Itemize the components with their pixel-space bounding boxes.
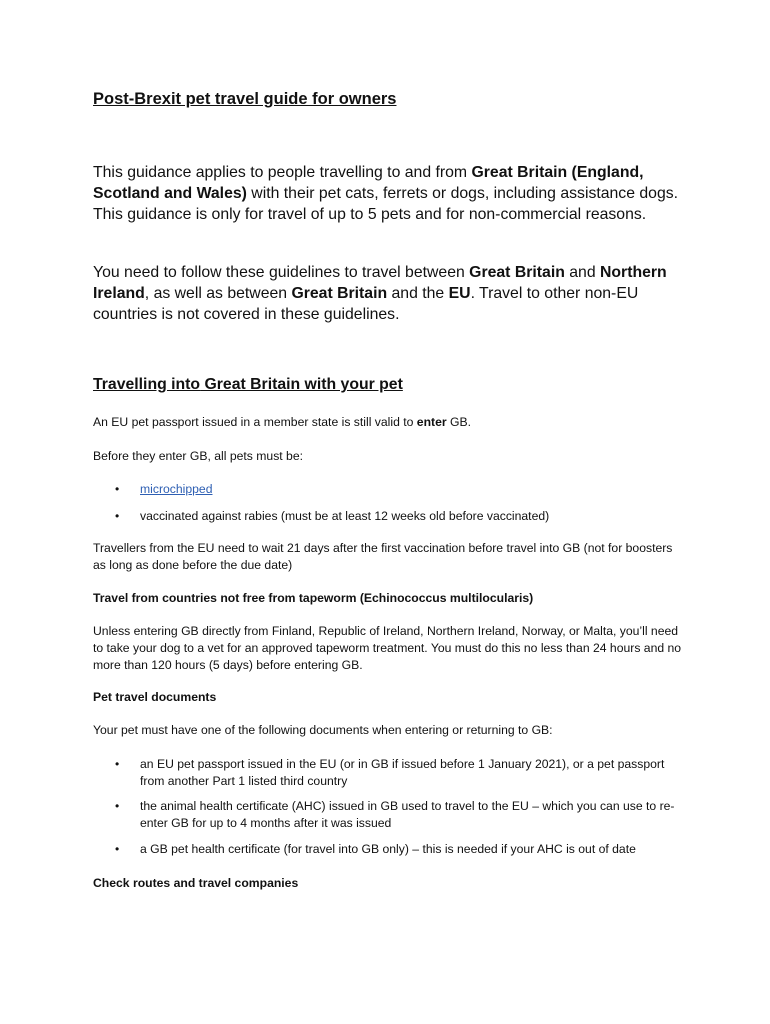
list-item-text: the animal health certificate (AHC) issued in GB used to travel to the EU – which you can use to re-enter GB for up to 4 months after it was issued bbox=[140, 799, 675, 830]
list-item-text: vaccinated against rabies (must be at least 12 weeks old before vaccinated) bbox=[140, 509, 550, 523]
vaccination-wait-text: Travellers from the EU need to wait 21 days after the first vaccination before travel into GB (not for boosters as long as done before the due date) bbox=[93, 541, 673, 572]
passport-text: GB. bbox=[446, 415, 471, 429]
bullet-icon: • bbox=[115, 757, 120, 771]
passport-text: An EU pet passport issued in a member state is still valid to bbox=[93, 415, 417, 429]
documents-intro: Your pet must have one of the following documents when entering or returning to GB: bbox=[93, 723, 553, 737]
bullet-icon: • bbox=[115, 799, 120, 813]
page-title: Post-Brexit pet travel guide for owners bbox=[93, 90, 397, 108]
intro-text: with their pet cats, ferrets or dogs, including assistance dogs. This guidance is only for travel of up to 5 pets and for non-commercial reasons. bbox=[93, 185, 679, 223]
intro-paragraph-1 bbox=[93, 162, 683, 225]
section-heading bbox=[93, 376, 403, 394]
before-enter-text: Before they enter GB, all pets must be: bbox=[93, 449, 304, 463]
bullet-icon: • bbox=[115, 482, 120, 496]
intro-paragraph-2 bbox=[93, 262, 683, 325]
passport-bold-enter: enter bbox=[416, 415, 447, 429]
intro-bold-eu: EU bbox=[448, 285, 471, 302]
tapeworm-heading: Travel from countries not free from tapeworm (Echinococcus multilocularis) bbox=[93, 591, 534, 605]
intro-text: You need to follow these guidelines to travel between bbox=[93, 264, 470, 281]
intro-text: . Travel to other non-EU countries is not covered in these guidelines. bbox=[93, 285, 639, 323]
intro-bold-gb: Great Britain bbox=[291, 285, 388, 302]
section-heading-into: Travelling into bbox=[93, 376, 201, 393]
tapeworm-text: Unless entering GB directly from Finland, Republic of Ireland, Northern Ireland, Norway, or Malta, you’ll need to take your dog to a vet for an approved tapeworm treatment. You must do this no less than 24 hours and no more than 120 hours (5 days) before entering GB. bbox=[93, 624, 682, 672]
intro-bold-gb: Great Britain bbox=[469, 264, 565, 281]
documents-heading: Pet travel documents bbox=[93, 690, 217, 704]
intro-text: This guidance applies to people travelling to and from bbox=[93, 164, 472, 181]
intro-text: , as well as between bbox=[144, 285, 292, 302]
intro-text: and the bbox=[387, 285, 449, 302]
list-item-text: an EU pet passport issued in the EU (or in GB if issued before 1 January 2021), or a pet passport from another Part 1 listed third country bbox=[140, 757, 665, 788]
bullet-icon: • bbox=[115, 842, 120, 856]
routes-heading: Check routes and travel companies bbox=[93, 876, 299, 890]
passport-note bbox=[93, 414, 683, 431]
intro-bold-ni: Northern Ireland bbox=[93, 264, 667, 302]
bullet-icon: • bbox=[115, 509, 120, 523]
intro-text: and bbox=[564, 264, 600, 281]
intro-bold-gb: Great Britain (England, Scotland and Wales) bbox=[93, 164, 644, 202]
microchipped-link[interactable]: microchipped bbox=[140, 482, 213, 496]
section-heading-gb: Great Britain with your pet bbox=[200, 376, 403, 393]
list-item-text: a GB pet health certificate (for travel into GB only) – this is needed if your AHC is out of date bbox=[140, 842, 636, 856]
